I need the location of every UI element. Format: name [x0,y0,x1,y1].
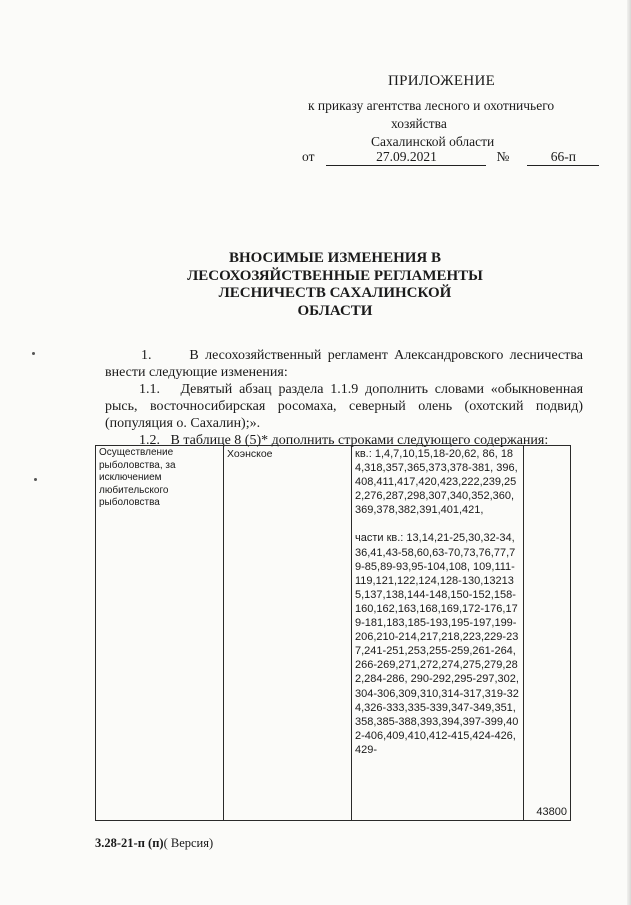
quarters-full: кв.: 1,4,7,10,15,18-20,62, 86, 184,318,357,365,373,378-381, 396,408,411,417,420,423,222,239,252,276,287,298,307,340,352,360,369,378,382,391,401,421, [355,448,518,517]
paragraph-1 [105,347,583,381]
order-date: 27.09.2021 [326,149,486,166]
paragraph-text: В лесохозяйственный регламент Александровского лесничества внести следующие изменения: [105,348,583,380]
paragraph-number: 1.1. [139,382,160,397]
quarters-partial: части кв.: 13,14,21-25,30,32-34,36,41,43-58,60,63-70,73,76,77,79-85,89-93,95-104,108, 109,111-119,121,122,124,128-130,132135,137,138,144-148,150-152,158-160,162,163,168,169,172-176,179-181,183,185-193,195-197,199-206,210-214,217,218,223,229-237,241-251,253,255-259,261-264,266-269,271,272,274,275,279,282,284-286, 290-292,295-297,302,304-306,309,310,314-317,319-324,326-333,335-339,347-349,351,358,385-388,393,394,397-399,402-406,409,410,412-415,424-426,429- [355,532,519,756]
title-line: ОБЛАСТИ [297,302,373,319]
paragraph-text: Девятый абзац раздела 1.1.9 дополнить словами «обыкновенная рысь, восточносибирская росомаха, северный олень (охотский подвид) (популяция о. Сахалин);». [105,382,584,431]
title-line: ЛЕСОХОЗЯЙСТВЕННЫЕ РЕГЛАМЕНТЫ [187,267,483,284]
paragraph-1-1 [105,381,583,432]
scan-edge-shadow [627,0,631,905]
title-line: ЛЕСНИЧЕСТВ САХАЛИНСКОЙ [218,285,452,301]
appendix-title: ПРИЛОЖЕНИЕ [388,73,496,89]
document-code: 3.28-21-п (п) [95,836,164,850]
quarters-cell [352,446,524,821]
paragraph-number: 1. [141,348,152,363]
area-cell: 43800 [524,446,571,821]
order-number: 66-п [527,149,599,166]
title-line: ВНОСИМЫЕ ИЗМЕНЕНИЯ В [228,250,441,266]
order-reference-line-2: хозяйства [391,116,447,131]
order-date-number-row [302,149,599,166]
document-title [170,250,500,320]
forestry-district-cell: Хоэнское [224,446,352,821]
table-row [96,446,571,821]
paragraph-text: В таблице 8 (5)* дополнить строками следующего содержания: [170,433,549,448]
order-reference-line-3: Сахалинской области [371,134,495,149]
document-version: ( Версия) [163,836,214,850]
paragraph-number: 1.2. [139,433,160,448]
activity-cell: Осуществление рыболовства, за исключением любительского рыболовства [96,446,224,821]
scan-speck [34,478,37,481]
order-reference-line-1: к приказу агентства лесного и охотничьего [308,98,555,113]
number-sign: № [496,149,510,164]
document-footer [95,836,213,851]
from-label: от [302,149,315,164]
scan-speck [32,352,35,355]
amendment-table [95,445,571,821]
